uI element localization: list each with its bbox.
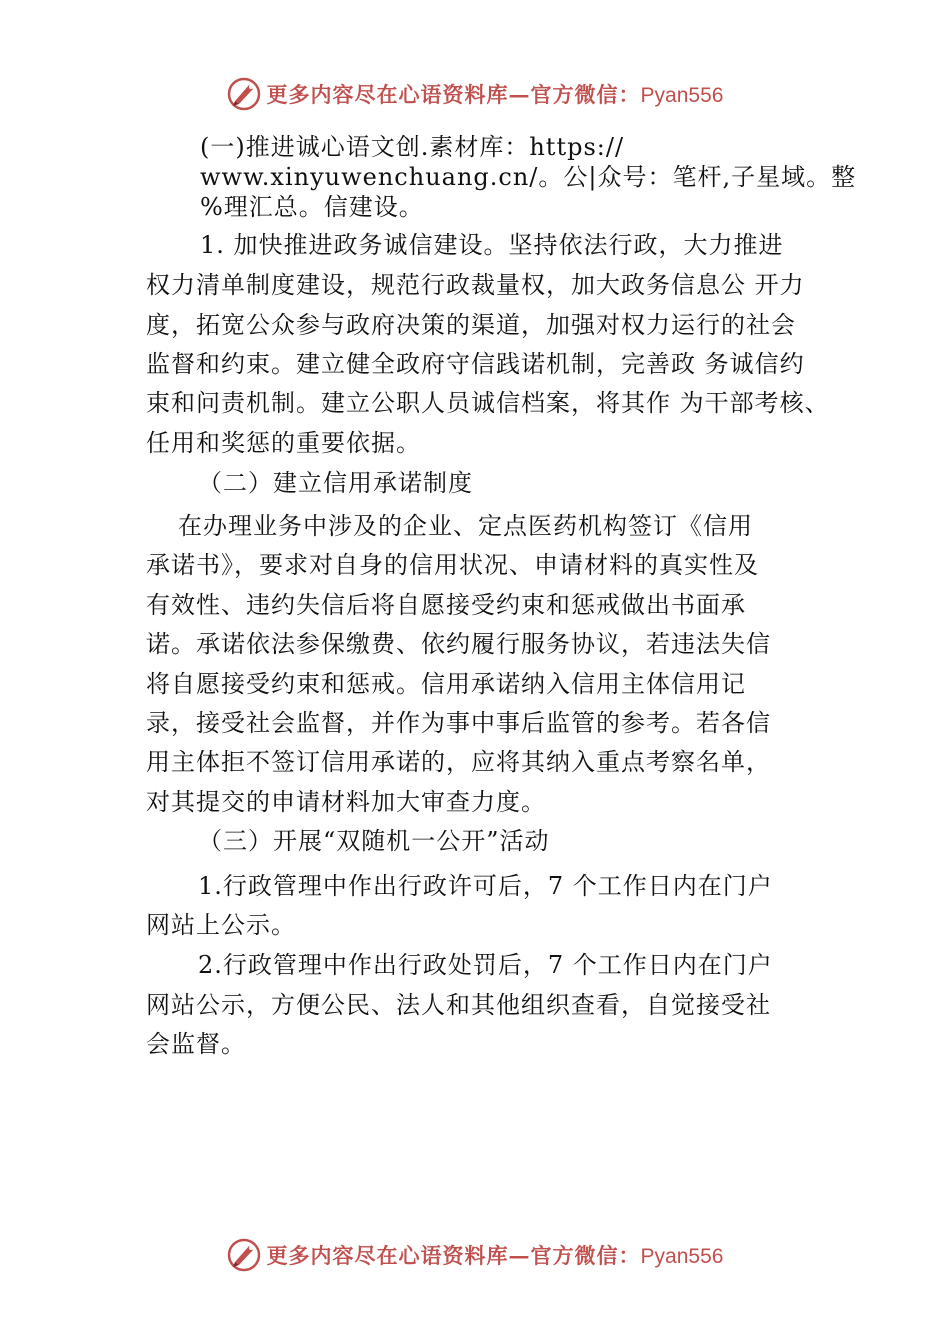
header-banner <box>0 72 950 116</box>
banner-text: 更多内容尽在心语资料库—官方微信： <box>266 82 641 107</box>
footer-banner <box>0 1233 950 1277</box>
doc-line-20: 1.行政管理中作出行政许可后，7 个工作日内在门户 <box>198 872 773 900</box>
doc-line-6: 度，拓宽公众参与政府决策的渠道，加强对权力运行的社会 <box>146 311 796 339</box>
doc-line-18: 对其提交的申请材料加大审查力度。 <box>146 788 546 816</box>
banner-text: 更多内容尽在心语资料库—官方微信： <box>266 1243 641 1268</box>
doc-line-16: 录，接受社会监督，并作为事中事后监管的参考。若各信 <box>146 709 771 737</box>
doc-line-9: 任用和奖惩的重要依据。 <box>146 429 421 457</box>
doc-line-2: www.xinyuwenchuang.cn/。公|众号：笔杆,子星域。整 <box>200 163 857 191</box>
doc-line-15: 将自愿接受约束和惩戒。信用承诺纳入信用主体信用记 <box>146 670 746 698</box>
doc-line-1: (一)推进诚心语文创.素材库：https:// <box>200 133 625 161</box>
doc-line-4: 1. 加快推进政务诚信建设。坚持依法行政，大力推进 <box>200 231 784 259</box>
section-heading-3: （三）开展“双随机一公开”活动 <box>198 827 550 855</box>
doc-line-11: 在办理业务中涉及的企业、定点医药机构签订《信用 <box>178 512 753 540</box>
doc-line-21: 网站上公示。 <box>146 911 296 939</box>
pen-logo-icon <box>227 77 261 111</box>
doc-line-8: 束和问责机制。建立公职人员诚信档案，将其作 为干部考核、 <box>146 389 830 417</box>
doc-line-3: %理汇总。信建设。 <box>200 193 424 221</box>
doc-line-23: 网站公示，方便公民、法人和其他组织查看，自觉接受社 <box>146 991 771 1019</box>
doc-line-5: 权力清单制度建设，规范行政裁量权，加大政务信息公 开力 <box>146 271 805 299</box>
doc-line-22: 2.行政管理中作出行政处罚后，7 个工作日内在门户 <box>198 951 773 979</box>
banner-wechat-id: Pyan556 <box>640 1245 724 1268</box>
banner-wechat-id: Pyan556 <box>640 84 724 107</box>
doc-line-12: 承诺书》，要求对自身的信用状况、申请材料的真实性及 <box>146 551 759 579</box>
doc-line-24: 会监督。 <box>146 1030 246 1058</box>
pen-logo-icon <box>227 1238 261 1272</box>
doc-line-13: 有效性、违约失信后将自愿接受约束和惩戒做出书面承 <box>146 591 746 619</box>
doc-line-7: 监督和约束。建立健全政府守信践诺机制，完善政 务诚信约 <box>146 350 805 378</box>
doc-line-14: 诺。承诺依法参保缴费、依约履行服务协议，若违法失信 <box>146 630 771 658</box>
section-heading-2: （二）建立信用承诺制度 <box>198 469 473 497</box>
doc-line-17: 用主体拒不签订信用承诺的，应将其纳入重点考察名单， <box>146 748 771 776</box>
